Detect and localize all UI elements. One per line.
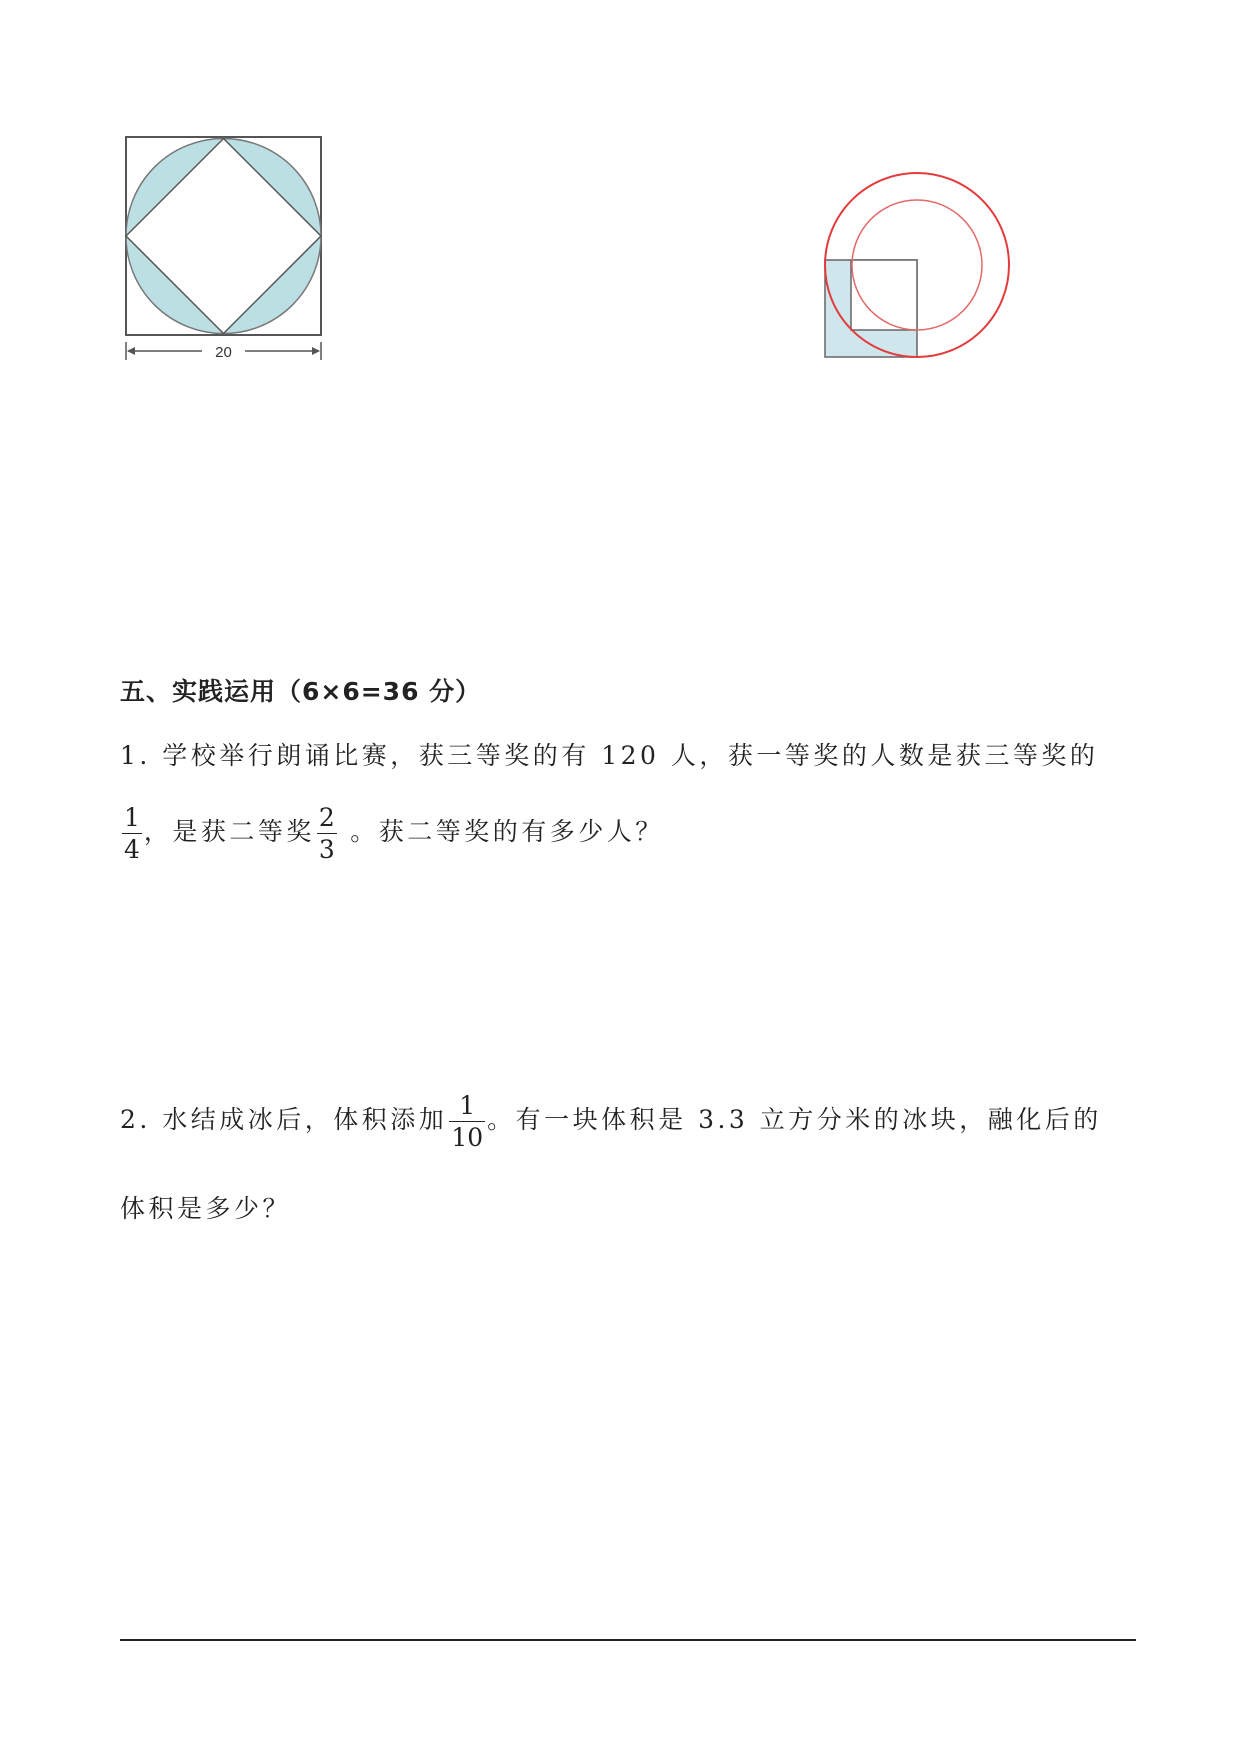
inner-white-square — [851, 260, 917, 330]
q2-text-b: 。有一块体积是 3.3 立方分米的冰块，融化后的 — [487, 1105, 1102, 1134]
q1-frac1-numerator: 1 — [124, 803, 140, 832]
q1-text-a: ，是获二等奖 — [143, 817, 315, 846]
rings-square-figure — [820, 165, 1020, 365]
q2-frac-denominator: 10 — [451, 1123, 484, 1152]
q1-line2 — [120, 805, 664, 862]
footer-rule — [120, 1639, 1136, 1641]
q1-fraction-1 — [122, 805, 142, 862]
q1-frac2-denominator: 3 — [318, 835, 335, 864]
dimension-label: 20 — [215, 344, 232, 361]
square-circle-figure — [120, 130, 330, 365]
q1-fraction-2 — [317, 805, 337, 862]
arrow-right — [312, 347, 320, 355]
q2-text-a: 2. 水结成冰后，体积添加 — [120, 1105, 448, 1134]
arrow-left — [127, 347, 135, 355]
q2-line2: 体积是多少？ — [120, 1194, 292, 1223]
section-title: 五、实践运用（6×6=36 分） — [120, 677, 482, 706]
q2-line1 — [120, 1093, 1102, 1150]
q1-frac1-denominator: 4 — [124, 835, 140, 864]
q2-fraction — [449, 1093, 485, 1150]
q1-text-b: 。获二等奖的有多少人？ — [338, 817, 664, 846]
q1-frac2-numerator: 2 — [318, 803, 335, 832]
q1-line1: 1. 学校举行朗诵比赛，获三等奖的有 120 人，获一等奖的人数是获三等奖的 — [120, 741, 1099, 770]
q2-frac-numerator: 1 — [459, 1091, 476, 1120]
